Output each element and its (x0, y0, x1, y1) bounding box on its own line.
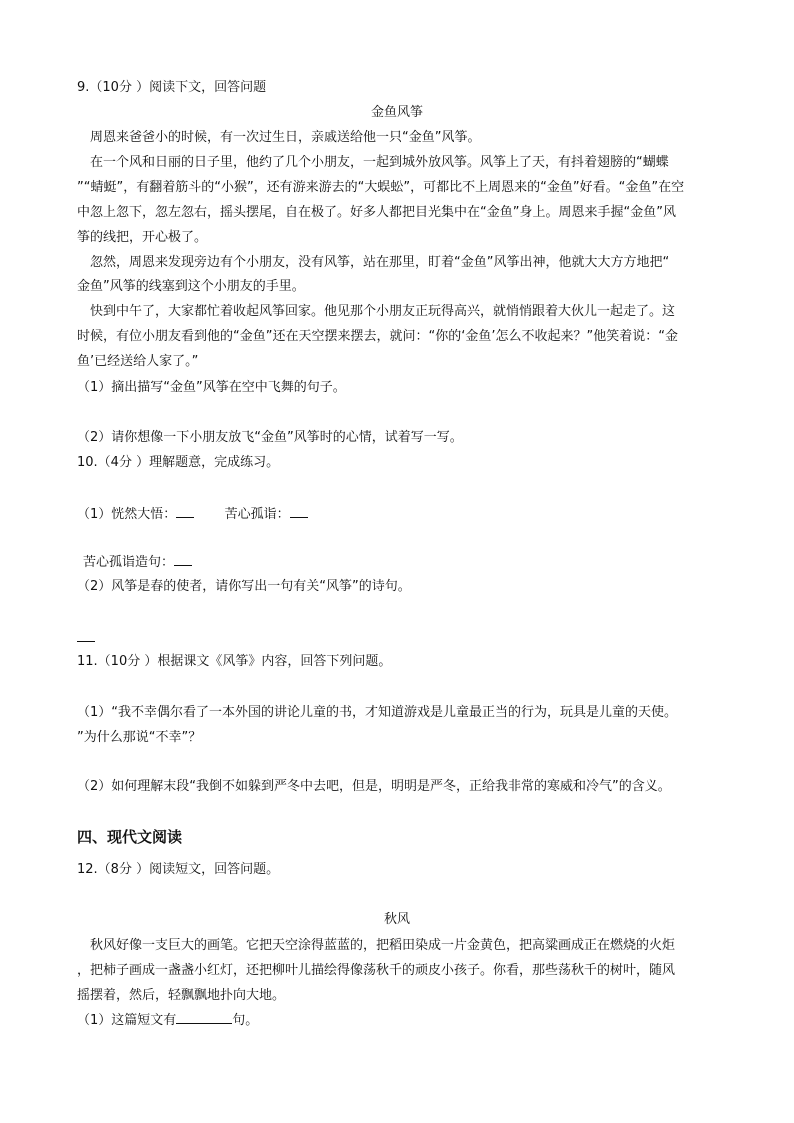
q12-passage-title: 秋风 (383, 912, 410, 927)
q10-term-1-label: （1）恍然大悟： (77, 507, 177, 522)
q12-sub1-suffix: 句。 (232, 1013, 259, 1028)
answer-blank[interactable] (174, 565, 192, 566)
q12-header: 12.（8分 ）阅读短文，回答问题。 (77, 862, 280, 877)
answer-blank[interactable] (290, 517, 308, 518)
q12-passage-line: ，把柿子画成一盏盏小红灯，还把柳叶儿描绘得像荡秋千的顽皮小孩子。你看，那些荡秋千的树叶，随风 (77, 963, 676, 978)
q9-passage-line: 忽然，周恩来发现旁边有个小朋友，没有风筝，站在那里，盯着“金鱼”风筝出神，他就大大方方地把“ (90, 255, 670, 270)
q9-passage-line: 在一个风和日丽的日子里，他约了几个小朋友，一起到城外放风筝。风筝上了天，有抖着翅膀的“蝴蝶 (90, 155, 669, 170)
q9-passage-line: 周恩来爸爸小的时候，有一次过生日，亲戚送给他一只“金鱼”风筝。 (90, 130, 481, 145)
q11-subquestion-1: （1）“我不幸偶尔看了一本外国的讲论儿童的书，才知道游戏是儿童最正当的行为，玩具是儿童的天使。 (77, 705, 678, 720)
section-title: 四、现代文阅读 (77, 828, 183, 846)
q10-header: 10.（4分 ）理解题意，完成练习。 (77, 455, 280, 470)
q9-subquestion-1: （1）摘出描写“金鱼”风筝在空中飞舞的句子。 (77, 380, 346, 395)
q10-term-2-label: 苦心孤诣： (224, 507, 290, 522)
q9-passage-line: 时候，有位小朋友看到他的“金鱼”还在天空摆来摆去，就问：“你的‘金鱼’怎么不收起来？”他笑着说：“金 (77, 329, 678, 344)
q10-sentence-label: 苦心孤诣造句： (83, 555, 175, 570)
q9-header: 9.（10分 ）阅读下文，回答问题 (77, 80, 267, 95)
q12-passage-line: 秋风好像一支巨大的画笔。它把天空涂得蓝蓝的，把稻田染成一片金黄色，把高粱画成正在燃烧的火炬 (90, 938, 676, 953)
q12-subquestion-1 (77, 1011, 258, 1031)
q9-passage-line: 鱼’已经送给人家了。” (77, 354, 199, 369)
q9-subquestion-2: （2）请你想像一下小朋友放飞“金鱼”风筝时的心情，试着写一写。 (77, 430, 463, 445)
q12-sub1-prefix: （1）这篇短文有 (77, 1013, 177, 1028)
q12-passage-line: 摇摆着，然后，轻飘飘地扑向大地。 (77, 988, 286, 1003)
q11-subquestion-2: （2）如何理解末段“我倒不如躲到严冬中去吧，但是，明明是严冬，正给我非常的寒威和冷气”的含义。 (77, 779, 671, 794)
answer-blank[interactable] (77, 641, 95, 642)
q9-passage-line: 金鱼”风筝的线塞到这个小朋友的手里。 (77, 279, 305, 294)
q9-passage-line: 快到中午了，大家都忙着收起风筝回家。他见那个小朋友正玩得高兴，就悄悄跟着大伙儿一起走了。这 (90, 304, 676, 319)
q10-subquestion-1 (77, 505, 308, 525)
q9-passage-line: 筝的线把，开心极了。 (77, 230, 208, 245)
q9-passage-line: 中忽上忽下，忽左忽右，摇头摆尾，自在极了。好多人都把目光集中在“金鱼”身上。周恩来手握“金鱼”风 (77, 205, 676, 220)
q10-subquestion-2: （2）风筝是春的使者，请你写出一句有关“风筝”的诗句。 (77, 579, 411, 594)
q9-passage-title: 金鱼风筝 (370, 105, 423, 120)
q10-sentence-prompt (83, 553, 192, 573)
q11-header: 11.（10分 ）根据课文《风筝》内容，回答下列问题。 (77, 654, 392, 669)
q9-passage-line: ”“蜻蜓”，有翻着筋斗的“小猴”，还有游来游去的“大蜈蚣”，可都比不上周恩来的“金鱼”好看。“金鱼”在空 (77, 180, 685, 195)
answer-blank[interactable] (176, 517, 194, 518)
answer-blank[interactable] (176, 1023, 232, 1024)
q11-subquestion-1-cont: ”为什么那说“不幸”？ (77, 730, 202, 745)
